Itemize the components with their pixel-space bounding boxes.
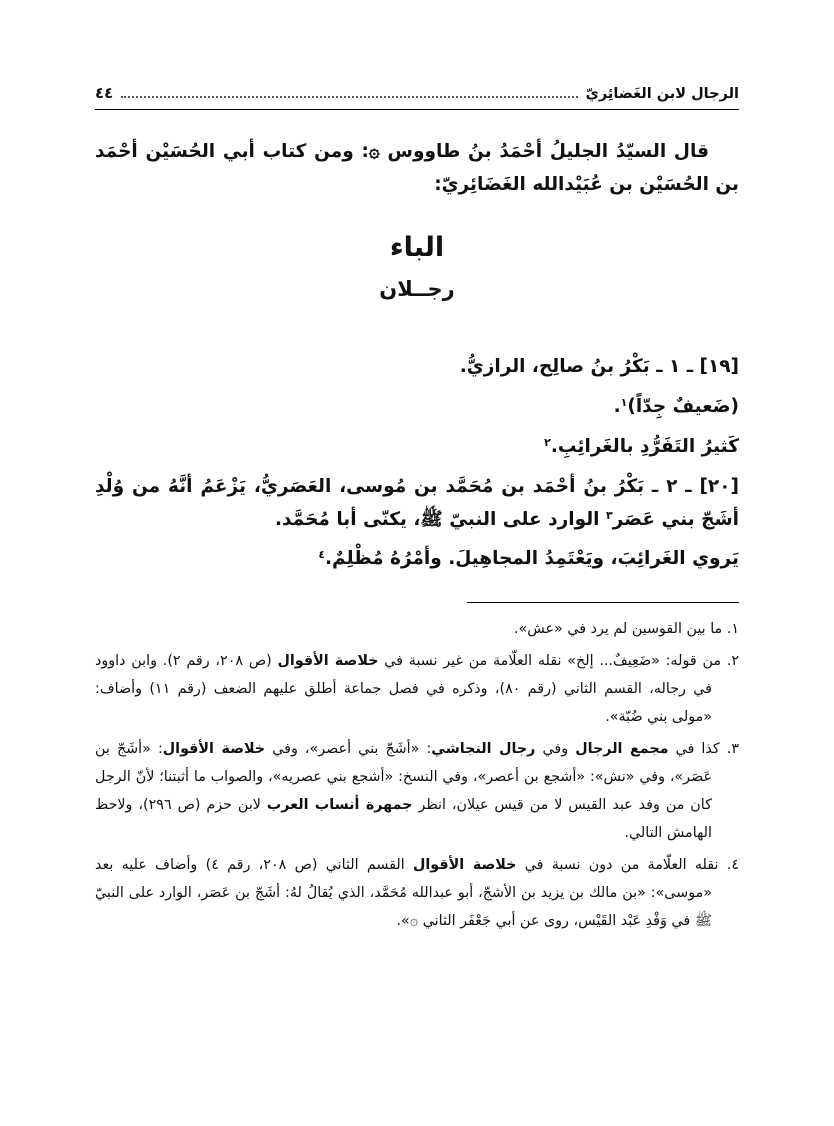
footnote-text (514, 621, 722, 637)
text-segment: نقله العلّامة من دون نسبة في (516, 856, 719, 873)
text-segment: مجمع الرجال (575, 740, 669, 757)
footnote-number: ٤. (726, 856, 739, 873)
text-segment: لابن حزم (ص ٢٩٦)، ولاحظ الهامش التالي. (95, 797, 712, 842)
text-segment: خلاصة الأقوال (412, 856, 517, 873)
text-segment: : «أشَجّ بن عَصَر»، وفي «نش»: «أشجع بن أعصر»، وفي النسخ: «أشجع بني عصريه»، والصواب ما أثبتنا؛ لأنّ الرجل كان من وفد عبد القيس لا من قيس عيلان، انظر (95, 740, 712, 814)
section-title: الباء (389, 231, 445, 263)
entries-list (95, 351, 739, 577)
footnote-number: ٣. (726, 740, 740, 757)
footnote (95, 735, 739, 848)
text-segment: رجال النجاشي (431, 740, 536, 757)
text-segment: من قوله: «ضَعِيفٌ... إلخ» نقله العلّامة من غير نسبة في (378, 652, 721, 669)
footnote-ref: ٢ (544, 435, 551, 449)
footnote-ref: ٤ (318, 548, 326, 562)
text-segment: وفي (535, 740, 576, 757)
page-header (95, 84, 739, 102)
entry-paragraph (95, 543, 739, 576)
text-segment: خلاصة الأقوال (162, 740, 266, 757)
footnote-number: ١. (726, 621, 739, 638)
text-segment: يَروي الغَرائِبَ، ويَعْتَمِدُ المجاهِيلَ. وأمْرُهُ مُظْلِمٌ. (325, 548, 739, 570)
entry-paragraph (95, 391, 739, 424)
text-segment: القسم الثاني (ص ٢٠٨، رقم ٤) وأضاف عليه بعد «موسى»: «بن مالك بن يزيد بن الأشجّ، أبو عبدالله مُحَمَّد، الذي يُقالُ لهُ: أشَجّ بن عَصَر، الوارد على النبيّ ﷺ في وَفْدِ عَبْد القَيْس، روى عن أبي جَعْفَر الثاني ۞». (95, 856, 712, 930)
footnote (95, 851, 739, 936)
header-rule (95, 109, 739, 110)
text-segment: ما بين القوسين لم يرد في «عش». (513, 621, 723, 638)
text-segment: خلاصة الأقوال (277, 652, 379, 669)
text-segment: جمهرة أنساب العرب (266, 797, 413, 814)
entry-paragraph (95, 471, 739, 537)
footnote-text (95, 857, 719, 930)
text-segment: : «أشَجّ بني أعصر»، وفي (265, 740, 432, 757)
entry-paragraph (95, 351, 739, 384)
footnote-ref: ١ (620, 395, 628, 409)
footnote (95, 647, 739, 732)
footnotes-list (95, 615, 739, 978)
footnote-text (95, 741, 720, 842)
entry-paragraph (95, 431, 739, 464)
footnote-number: ٢. (726, 652, 739, 669)
page-number: ٤٤ (95, 84, 114, 102)
text-segment: كَثيرُ التَفَرُّدِ بالغَرائِبِ. (550, 435, 739, 457)
text-segment: . (613, 395, 621, 417)
text-segment: (ص ٢٠٨، رقم ٢). وابن داوود في رجاله، القسم الثاني (رقم ٨٠)، وذكره في فصل جماعة أطلق عليهم الضعف (رقم ١١) وأضاف: «مولى بني ضُبّة». (95, 652, 713, 726)
running-title: الرجال لابن الغَضائِريّ (585, 86, 739, 102)
section-subtitle: رجــلان (379, 276, 455, 301)
text-segment: [٢٠] ـ ٢ ـ بَكْرُ بنُ أحْمَد بن مُحَمَّد بن مُوسى، العَصَريُّ، يَزْعَمُ أنَّهُ من وُلْدِ أشَجّ بني عَصَر (95, 475, 739, 530)
intro-paragraph: قال السيّدُ الجليلُ أحْمَدُ بنُ طاووس ۞: ومن كتاب أبي الحُسَيْن أحْمَد بن الحُسَيْن بن عُبَيْدالله الغَضَائِريّ: (95, 141, 739, 195)
text-segment: (ضَعيفٌ جِدّاً) (627, 395, 739, 417)
text-segment: [١٩] ـ ١ ـ بَكْرُ بنُ صالِح، الرازيُّ. (459, 355, 739, 377)
footnote (95, 615, 739, 643)
footnote-ref: ٣ (605, 508, 613, 522)
text-segment: كذا في (668, 740, 720, 757)
text-segment: الوارد على النبيّ ﷺ، يكنّى أبا مُحَمَّد. (274, 508, 606, 530)
dotted-leader (121, 95, 577, 98)
footnote-text (95, 653, 721, 726)
footnote-separator (467, 602, 739, 603)
